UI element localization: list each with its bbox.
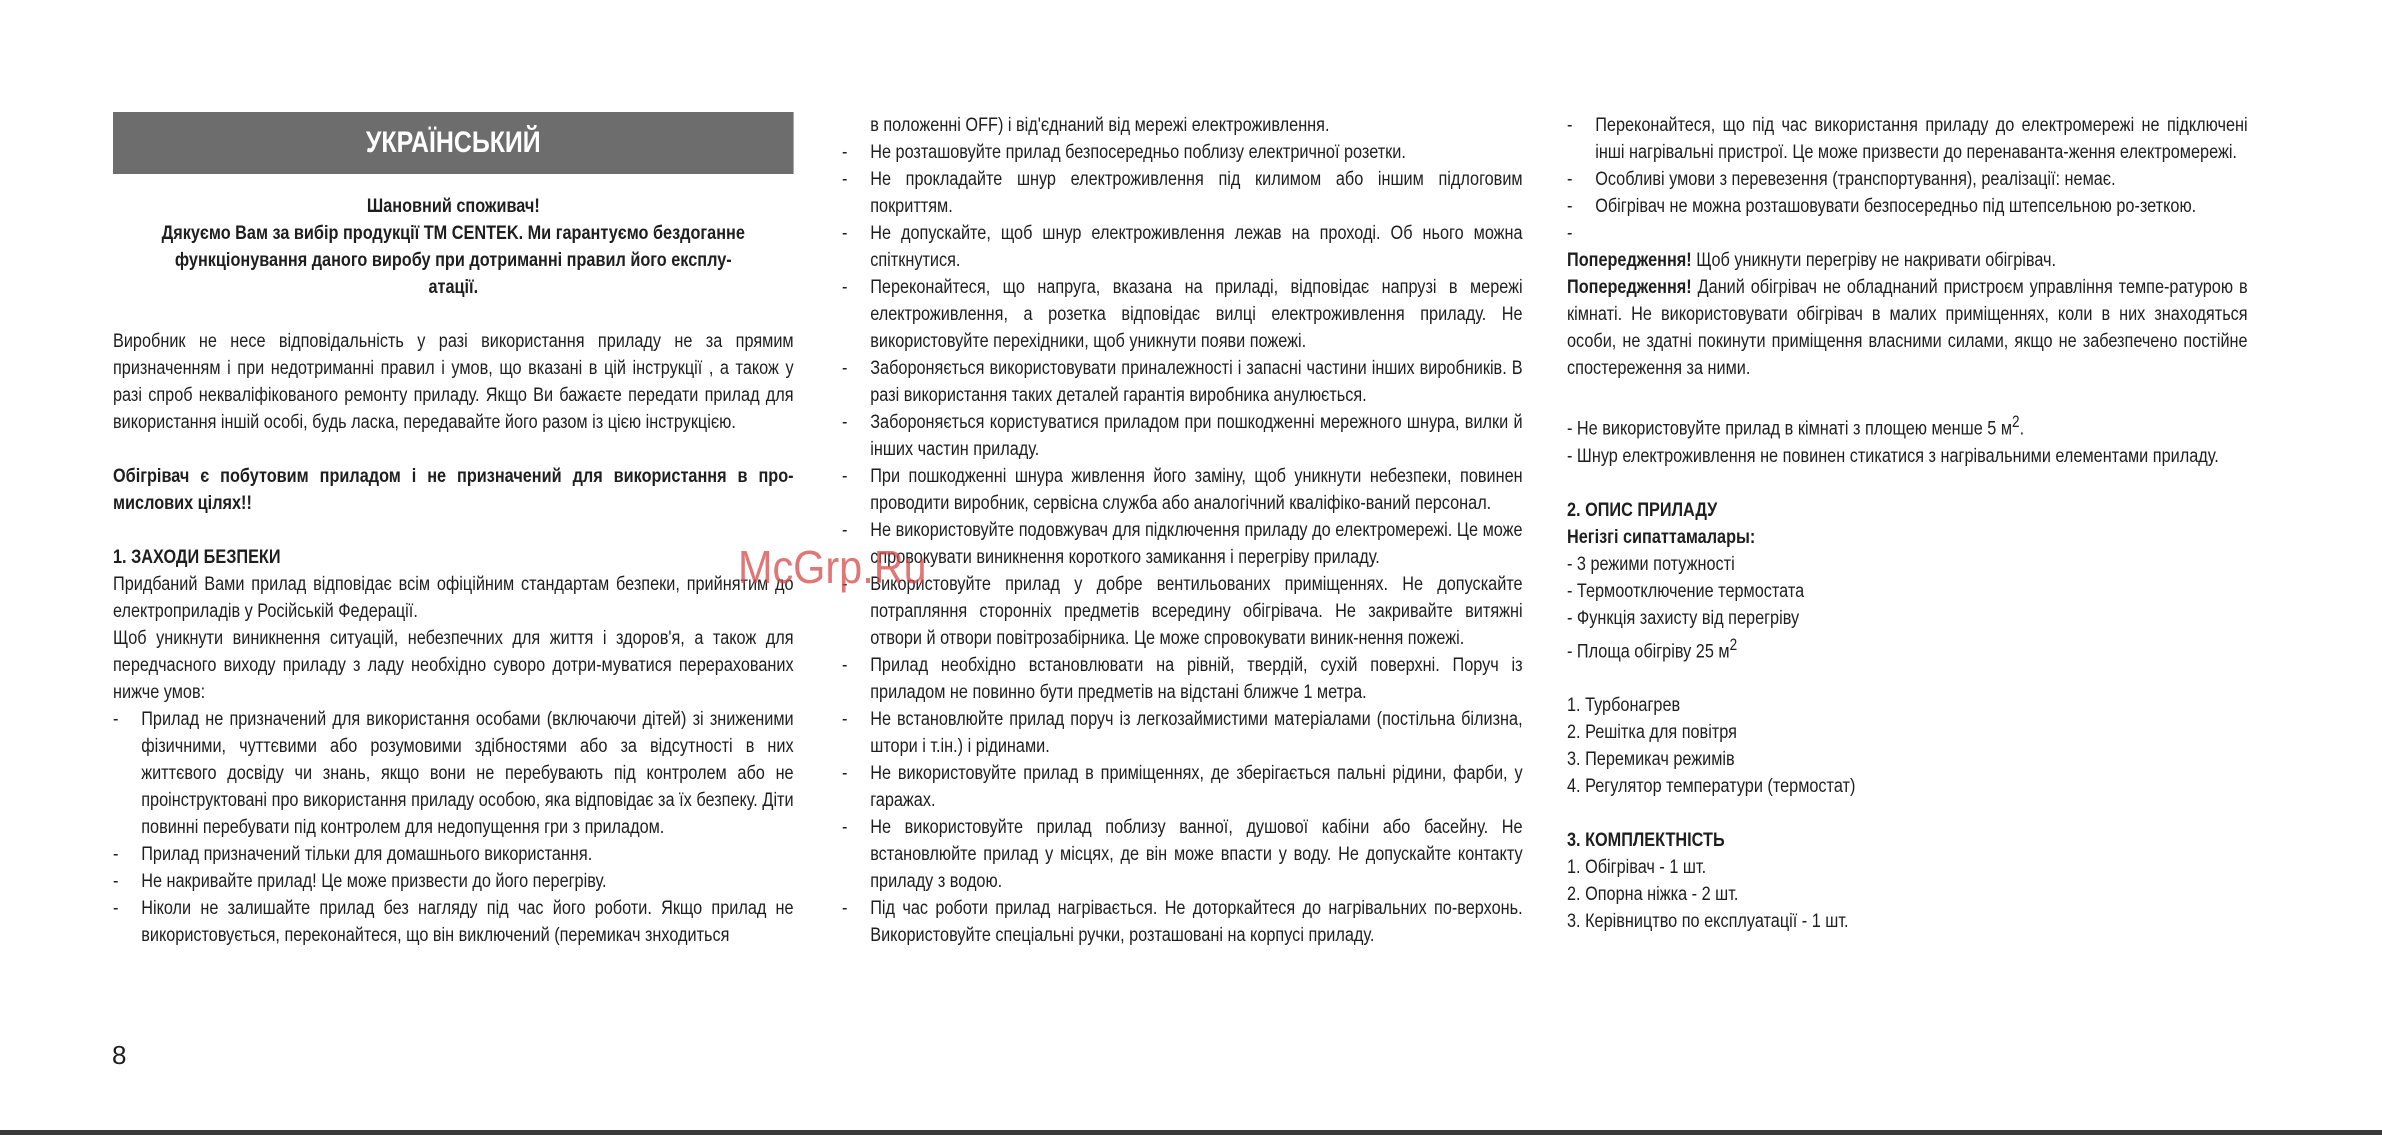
feature-item: - Функція захисту від перегріву	[1567, 606, 1800, 629]
list-item: - Не встановлюйте прилад поруч із легкозаймистими матеріалами (постільна білизна, штори і т.ін.) і рідинами.	[842, 706, 1523, 760]
list-item: - Обігрівач не можна розташовувати безпосередньо під штепсельною ро-зеткою.	[1567, 193, 2248, 220]
list-item: - Під час роботи прилад нагрівається. Не доторкайтеся до нагрівальних по-верхонь. Використовуйте спеціальні ручки, розташовані на корпусі приладу.	[842, 895, 1523, 949]
feature-item-area: - Площа обігріву 25 $м^2$	[1567, 635, 1738, 663]
list-item: - Не використовуйте прилад поблизу ванної, душової кабіни або басейну. Не встановлюйте прилад у місцях, де він може впасти у воду. Не допускайте контакту приладу з водою.	[842, 814, 1523, 895]
part-item: 2. Решітка для повітря	[1567, 721, 1737, 744]
description-heading: 2. ОПИС ПРИЛАДУ	[1567, 498, 1718, 521]
language-banner: УКРАЇНСЬКИЙ	[113, 112, 794, 174]
warning-text: Даний обігрівач не обладнаний пристроєм управління темпе-ратурою в кімнаті. Не використовувати обігрівач в малих приміщеннях, коли в них знаходяться особи, не здатні покинути приміщення власними силами, якщо не забезпечено постійне спостереження за ними.	[1567, 276, 2248, 379]
warning-text: Щоб уникнути перегріву не накривати обігрівач.	[1691, 249, 2056, 271]
feature-item: - Термоотключение термостата	[1567, 579, 1805, 602]
features-subheading: Негізгі сипаттамалары:	[1567, 525, 1756, 548]
empty-list-item	[1567, 220, 2248, 247]
household-warning: Обігрівач є побутовим приладом і не призначений для використання в про-мислових цілях!!	[113, 465, 794, 514]
list-item: - Не прокладайте шнур електроживлення під килимом або іншим підлоговим покриттям.	[842, 166, 1523, 220]
list-item: - Забороняється користуватися приладом при пошкодженні мережного шнура, вилки й інших частин приладу.	[842, 409, 1523, 463]
safety-paragraph: Щоб уникнути виникнення ситуацій, небезпечних для життя і здоров'я, а також для передчасного виходу приладу з ладу необхідно суворо дотри-муватися перерахованих нижче умов:	[113, 627, 794, 703]
column-left	[113, 112, 794, 949]
bottom-rule	[0, 1130, 2382, 1135]
safety-heading: 1. ЗАХОДИ БЕЗПЕКИ	[113, 546, 281, 568]
safety-list	[842, 139, 1523, 949]
note-cord: - Шнур електроживлення не повинен стикатися з нагрівальними елементами приладу.	[1567, 444, 2219, 467]
warning-paragraph	[1567, 274, 2248, 382]
warning-label: Попередження!	[1567, 249, 1692, 271]
greeting-line: атації.	[428, 276, 479, 298]
part-item: 1. Турбонагрев	[1567, 694, 1681, 717]
safety-list	[1567, 112, 2248, 220]
list-item: - Не розташовуйте прилад безпосередньо поблизу електричної розетки.	[842, 139, 1523, 166]
contents-heading: 3. КОМПЛЕКТНІСТЬ	[1567, 829, 1725, 852]
list-item: - При пошкодженні шнура живлення його заміну, щоб уникнути небезпеки, повинен проводити виробник, сервісна служба або аналогічний кваліфіко-ваний персонал.	[842, 463, 1523, 517]
part-item: 4. Регулятор температури (термостат)	[1567, 775, 1856, 798]
list-item: - Забороняється використовувати приналежності і запасні частини інших виробників. В разі використання таких деталей гарантія виробника анулюється.	[842, 355, 1523, 409]
column-middle	[842, 112, 1523, 949]
warning-paragraph	[1567, 247, 2248, 274]
greeting-title: Шановний споживач!	[366, 195, 540, 217]
warning-label: Попередження!	[1567, 276, 1692, 298]
safety-list	[113, 706, 794, 949]
list-item: - Переконайтеся, що напруга, вказана на приладі, відповідає напрузі в мережі електроживлення, а розетка відповідає вилці електроживлення приладу. Не використовуйте перехідники, щоб уникнути появи пожежі.	[842, 274, 1523, 355]
page-number: 8	[112, 1040, 127, 1070]
list-item: - Не накривайте прилад! Це може призвести до його перегріву.	[113, 868, 794, 895]
list-item: - Не використовуйте прилад в приміщеннях, де зберігається пальні рідини, фарби, у гаражах.	[842, 760, 1523, 814]
column-right	[1567, 112, 2248, 935]
contents-item: 3. Керівництво по експлуатації - 1 шт.	[1567, 910, 1849, 933]
part-item: 3. Перемикач режимів	[1567, 748, 1735, 771]
list-item-continuation: в положенні OFF) і від'єднаний від мережі електроживлення.	[870, 114, 1330, 136]
list-item: - Використовуйте прилад у добре вентильованих приміщеннях. Не допускайте потрапляння сторонніх предметів всередину обігрівача. Не закривайте витяжні отвори й отвори повітрозабірника. Це може спровокувати виник-нення пожежі.	[842, 571, 1523, 652]
list-item: - Переконайтеся, що під час використання приладу до електромережі не підключені інші нагрівальні пристрої. Це може призвести до перенаванта-ження електромережі.	[1567, 112, 2248, 166]
list-item: - Прилад призначений тільки для домашнього використання.	[113, 841, 794, 868]
list-item: - Прилад не призначений для використання особами (включаючи дітей) зі зниженими фізичними, чуттєвими або розумовими здібностями або за відсутності в них життєвого досвіду чи знань, якщо вони не перебувають під контролем або не проінструктовані про використання приладу особою, яка відповідає за їх безпеку. Діти повинні перебувати під контролем для недопущення гри з приладом.	[113, 706, 794, 841]
list-item: - Не використовуйте подовжувач для підключення приладу до електромережі. Це може спровокувати виникнення короткого замикання і перегріву приладу.	[842, 517, 1523, 571]
safety-paragraph: Придбаний Вами прилад відповідає всім офіційним стандартам безпеки, прийнятим до електроприладів у Російській Федерації.	[113, 573, 794, 622]
contents-item: 1. Обігрівач - 1 шт.	[1567, 856, 1707, 879]
list-item: - Ніколи не залишайте прилад без нагляду під час його роботи. Якщо прилад не використовується, переконайтеся, що він виключений (перемикач знходиться	[113, 895, 794, 949]
feature-item: - 3 режими потужності	[1567, 552, 1735, 575]
list-item: - Особливі умови з перевезення (транспортування), реалізації: немає.	[1567, 166, 2248, 193]
list-item: - Не допускайте, щоб шнур електроживлення лежав на проході. Об нього можна спіткнутися.	[842, 220, 1523, 274]
list-item: - Прилад необхідно встановлювати на рівній, твердій, сухій поверхні. Поруч із приладом не повинно бути предметів на відстані ближче 1 метра.	[842, 652, 1523, 706]
greeting-line: функціонування даного виробу при дотриманні правил його експлу-	[174, 249, 732, 271]
watermark: McGrp.Ru	[738, 541, 927, 593]
contents-item: 2. Опорна ніжка - 2 шт.	[1567, 883, 1739, 906]
intro-paragraph: Виробник не несе відповідальність у разі використання приладу не за прямим призначенням і при недотриманні правил і умов, що вказані в цій інструкції , а також у разі спроб некваліфікованого ремонту приладу. Якщо Ви бажаєте передати прилад для використання іншій особі, будь ласка, передавайте його разом із цією інструкцією.	[113, 330, 794, 433]
note-room-area: - Не використовуйте прилад в кімнаті з площею менше 5 $м^2$.	[1567, 413, 2025, 440]
greeting-line: Дякуємо Вам за вибір продукції ТМ CENTEK. Ми гарантуємо бездоганне	[161, 222, 745, 244]
